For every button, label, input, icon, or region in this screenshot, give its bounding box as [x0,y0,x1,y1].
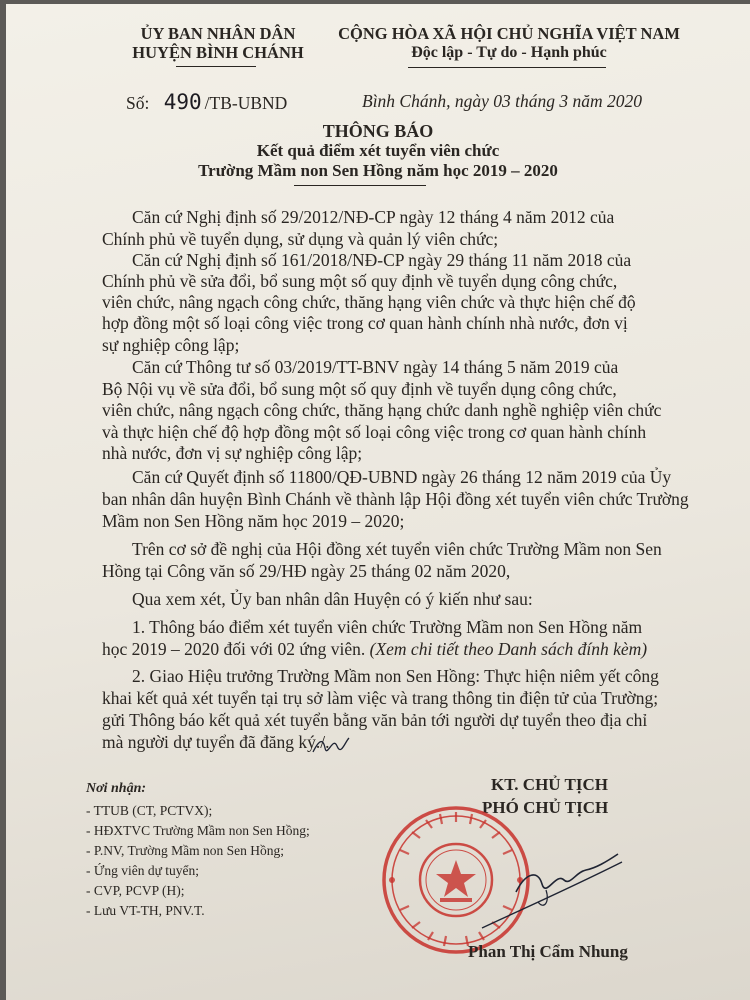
paragraph-line: viên chức, nâng ngạch công chức, thăng hạng viên chức và thực hiện chế độ [102,292,636,312]
paragraph-line: Bộ Nội vụ về sửa đổi, bổ sung một số quy định về tuyển dụng công chức, [102,379,617,399]
signer-name: Phan Thị Cẩm Nhung [468,942,628,961]
recipient-item: - Ứng viên dự tuyển; [86,863,200,878]
national-motto: Độc lập - Tự do - Hạnh phúc [411,44,607,61]
paragraph-line: Trên cơ sở đề nghị của Hội đồng xét tuyển viên chức Trường Mầm non Sen [132,539,662,559]
paragraph-line: hợp đồng một số loại công việc trong cơ quan hành chính nhà nước, đơn vị [102,313,628,333]
recipient-item: - TTUB (CT, PCTVX); [86,803,213,818]
paragraph-line: Căn cứ Nghị định số 29/2012/NĐ-CP ngày 12 tháng 4 năm 2012 của [132,207,615,227]
doc-title: THÔNG BÁO [322,121,434,141]
recipient-item: - Lưu VT-TH, PNV.T. [86,903,205,918]
place-date: Bình Chánh, ngày 03 tháng 3 năm 2020 [362,91,642,111]
paragraph-line: gửi Thông báo kết quả xét tuyển bằng văn bản tới người dự tuyển theo địa chỉ [102,710,648,730]
paragraph-line: mà người dự tuyển đã đăng ký./. [102,732,330,752]
header-left-divider [176,66,256,67]
paragraph-line [102,639,647,661]
national-title: CỘNG HÒA XÃ HỘI CHỦ NGHĨA VIỆT NAM [338,24,680,43]
paragraph-line: Mầm non Sen Hồng năm học 2019 – 2020; [102,511,405,531]
document-page [6,4,750,1000]
header-right-divider [408,67,606,68]
handwritten-signature [446,832,626,942]
agency-district: HUYỆN BÌNH CHÁNH [132,43,304,62]
paragraph-line: 2. Giao Hiệu trưởng Trường Mầm non Sen Hồng: Thực hiện niêm yết công [132,666,659,686]
item1-note: (Xem chi tiết theo Danh sách đính kèm) [369,639,648,659]
signature-title-1: KT. CHỦ TỊCH [491,775,608,794]
paragraph-line: viên chức, nâng ngạch công chức, thăng hạng chức danh nghề nghiệp viên chức [102,400,662,420]
paragraph-line: Qua xem xét, Ủy ban nhân dân Huyện có ý kiến như sau: [132,589,533,609]
paragraph-line: khai kết quả xét tuyển tại trụ sở làm việc và trang thông tin điện tử của Trường; [102,688,659,708]
paragraph-line: sự nghiệp công lập; [102,335,240,355]
paragraph-line: Căn cứ Quyết định số 11800/QĐ-UBND ngày 26 tháng 12 năm 2019 của Ủy [132,467,672,487]
paragraph-line: Hồng tại Công văn số 29/HĐ ngày 25 tháng 02 năm 2020, [102,561,511,581]
paragraph-line: nhà nước, đơn vị sự nghiệp công lập; [102,443,363,463]
initial-mark [311,732,351,758]
paragraph-line: và thực hiện chế độ hợp đồng một số loại công việc trong cơ quan hành chính [102,422,647,442]
doc-number-label: Số: [126,93,150,113]
doc-subtitle-1: Kết quả điểm xét tuyển viên chức [256,141,500,160]
recipient-item: - CVP, PCVP (H); [86,883,185,898]
recipient-item: - P.NV, Trường Mầm non Sen Hồng; [86,843,284,858]
paragraph-line: Chính phủ về tuyển dụng, sử dụng và quản lý viên chức; [102,229,499,249]
agency-name: ỦY BAN NHÂN DÂN [140,24,296,43]
title-divider [294,185,426,186]
doc-number-value: 490 [163,90,202,114]
paragraph-line: Căn cứ Thông tư số 03/2019/TT-BNV ngày 14 tháng 5 năm 2019 của [132,357,619,377]
doc-number-suffix: /TB-UBND [204,93,288,113]
paragraph-line: Căn cứ Nghị định số 161/2018/NĐ-CP ngày 29 tháng 11 năm 2018 của [132,250,632,270]
recipient-item: - HĐXTVC Trường Mầm non Sen Hồng; [86,823,310,838]
paragraph-line: Chính phủ về sửa đổi, bổ sung một số quy định về tuyển dụng công chức, [102,271,618,291]
item1-text: học 2019 – 2020 đối với 02 ứng viên. [102,639,370,659]
doc-number [126,90,287,114]
recipients-label: Nơi nhận: [86,781,147,796]
signature-title-2: PHÓ CHỦ TỊCH [482,798,609,817]
paragraph-line: ban nhân dân huyện Bình Chánh về thành lập Hội đồng xét tuyển viên chức Trường [102,489,689,509]
paragraph-line: 1. Thông báo điểm xét tuyển viên chức Trường Mầm non Sen Hồng năm [132,617,643,637]
doc-subtitle-2: Trường Mầm non Sen Hồng năm học 2019 – 2020 [198,161,558,180]
